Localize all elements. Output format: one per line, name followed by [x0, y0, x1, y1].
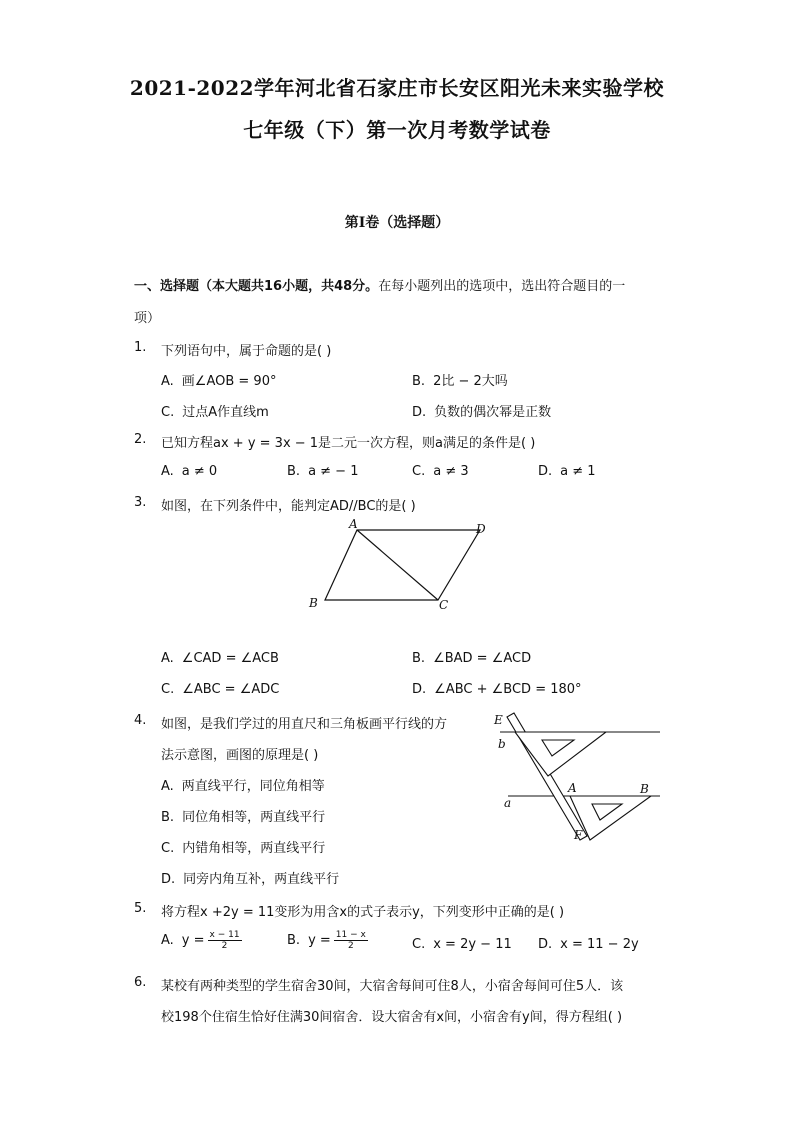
- question-3-number: 3.: [134, 495, 147, 510]
- point-d-label: D: [476, 522, 486, 536]
- question-2-option-b: B. a ≠ − 1: [287, 464, 359, 479]
- question-5-option-d: D. x = 11 − 2y: [538, 937, 639, 952]
- question-4-stem-line2: 法示意图，画图的原理是( ): [161, 748, 319, 763]
- question-4-option-d: D. 同旁内角互补，两直线平行: [161, 872, 340, 887]
- question-4-option-a: A. 两直线平行，同位角相等: [161, 779, 325, 794]
- point-b-label: B: [309, 596, 318, 610]
- question-1-option-b: B. 2比 − 2大吗: [412, 374, 508, 389]
- question-3-stem: 如图，在下列条件中，能判定AD//BC的是( ): [161, 499, 416, 514]
- point-a-label: A: [568, 781, 577, 795]
- fraction: $\frac{11 - x}{2}$: [335, 930, 366, 951]
- question-5-option-c: C. x = 2y − 11: [412, 937, 512, 952]
- question-4-stem-line1: 如图，是我们学过的用直尺和三角板画平行线的方: [161, 717, 448, 732]
- section-heading: [134, 275, 625, 294]
- question-5-option-a: A. y = $\frac{x - 11}{2}$: [161, 930, 240, 951]
- question-5-option-b: B. y = $\frac{11 - x}{2}$: [287, 930, 366, 951]
- question-3-option-a: A. ∠CAD = ∠ACB: [161, 651, 279, 666]
- question-1-number: 1.: [134, 340, 147, 355]
- point-c-label: C: [439, 598, 449, 612]
- question-6-stem-line1: 某校有两种类型的学生宿舍30间，大宿舍每间可住8人，小宿舍每间可住5人．该: [161, 979, 624, 994]
- question-1-stem: 下列语句中，属于命题的是( ): [161, 344, 332, 359]
- point-e-label: E: [494, 713, 503, 727]
- question-2-stem: 已知方程ax + y = 3x − 1是二元一次方程，则a满足的条件是( ): [161, 436, 536, 451]
- question-5-number: 5.: [134, 901, 147, 916]
- question-1-option-c: C. 过点A作直线m: [161, 405, 269, 420]
- diagonal-ac: [357, 530, 438, 600]
- question-4-figure: [490, 708, 665, 848]
- line-b-label: b: [498, 737, 506, 751]
- question-5-stem: 将方程x +2y = 11变形为用含x的式子表示y，下列变形中正确的是( ): [161, 905, 565, 920]
- fraction: $\frac{x - 11}{2}$: [209, 930, 240, 951]
- point-a-label: A: [349, 517, 358, 531]
- question-2-option-d: D. a ≠ 1: [538, 464, 596, 479]
- exam-title-line1: 2021-2022学年河北省石家庄市长安区阳光未来实验学校: [129, 76, 665, 100]
- question-2-option-a: A. a ≠ 0: [161, 464, 218, 479]
- question-4-option-c: C. 内错角相等，两直线平行: [161, 841, 326, 856]
- point-f-label: F: [574, 828, 583, 842]
- question-4-option-b: B. 同位角相等，两直线平行: [161, 810, 326, 825]
- question-4-number: 4.: [134, 713, 147, 728]
- question-3-option-d: D. ∠ABC + ∠BCD = 180°: [412, 682, 582, 697]
- question-1-option-a: A. 画∠AOB = 90°: [161, 374, 277, 389]
- question-1-option-d: D. 负数的偶次幂是正数: [412, 405, 552, 420]
- parallelogram-abcd: [325, 530, 480, 600]
- question-2-number: 2.: [134, 432, 147, 447]
- question-3-option-c: C. ∠ABC = ∠ADC: [161, 682, 280, 697]
- point-b-label: B: [640, 782, 649, 796]
- section-heading-bold: 一、选择题（本大题共16小题，共48分。: [134, 279, 379, 294]
- volume-heading: 第I卷（选择题）: [344, 215, 450, 231]
- question-6-stem-line2: 校198个住宿生恰好住满30间宿舍．设大宿舍有x间，小宿舍有y间，得方程组( ): [161, 1010, 623, 1025]
- section-heading-rest: 在每小题列出的选项中，选出符合题目的一: [378, 279, 626, 294]
- question-3-option-b: B. ∠BAD = ∠ACD: [412, 651, 532, 666]
- line-a-label: a: [504, 796, 512, 810]
- question-3-figure: [300, 515, 500, 615]
- question-2-option-c: C. a ≠ 3: [412, 464, 469, 479]
- exam-title-line2: 七年级（下）第一次月考数学试卷: [243, 118, 551, 142]
- question-6-number: 6.: [134, 975, 147, 990]
- section-heading-continued: 项）: [134, 311, 161, 326]
